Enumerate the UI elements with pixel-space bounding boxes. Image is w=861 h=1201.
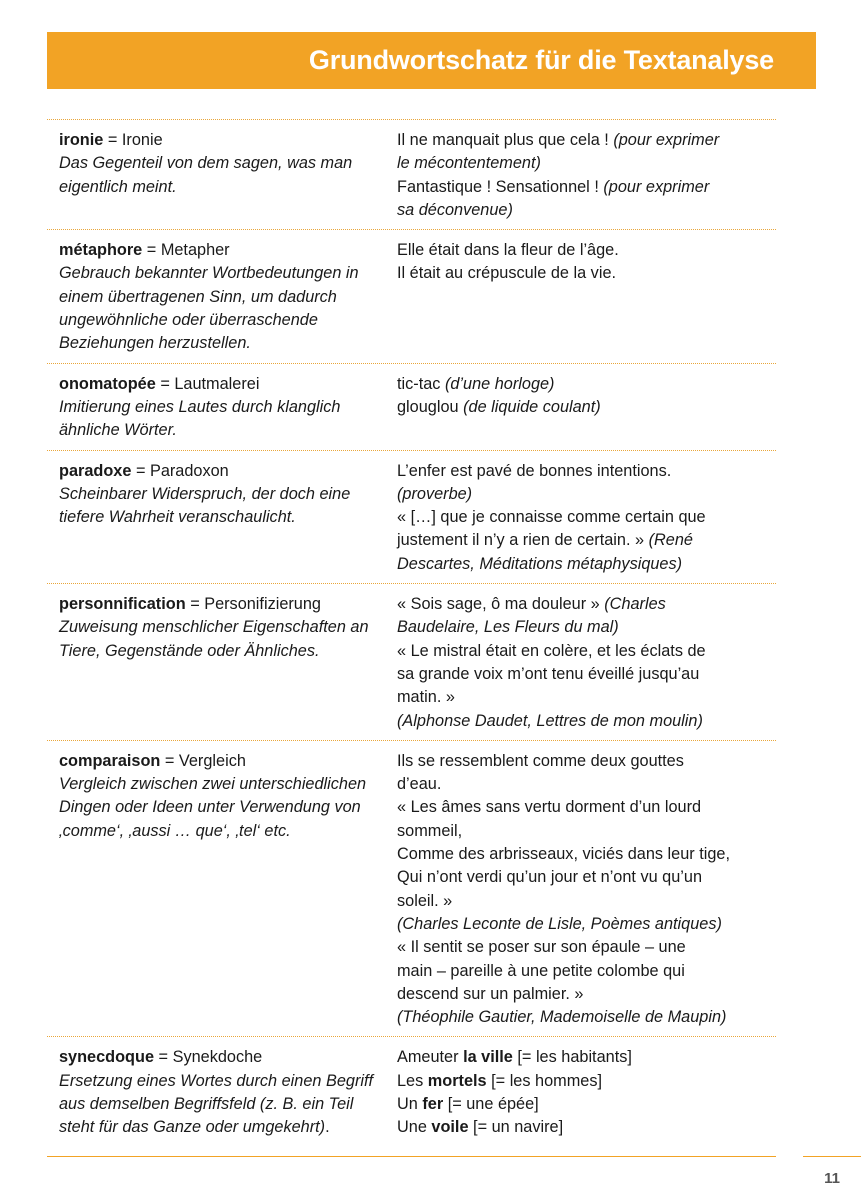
example-line: (Charles Leconte de Lisle, Poèmes antiques) [397,914,722,933]
example-line: Les mortels [= les hommes] [397,1071,602,1090]
definition-line: ungewöhnliche oder überraschende [59,311,318,330]
example-line: « Il sentit se poser sur son épaule – une [397,938,686,957]
term: synecdoque [59,1048,155,1067]
example-line: Ameuter la ville [= les habitants] [397,1048,632,1067]
glossary-table [47,119,776,1147]
example-line: sa déconvenue) [397,200,513,219]
example-column [397,129,776,222]
example-line: « Sois sage, ô ma douleur » (Charles [397,595,666,614]
definition-line: Gebrauch bekannter Wortbedeutungen in [59,264,359,283]
example-line: soleil. » [397,891,453,910]
term-line [59,460,397,483]
example-line: descend sur un palmier. » [397,984,584,1003]
example-line: (Théophile Gautier, Mademoiselle de Maupin) [397,1008,727,1027]
glossary-row-comparaison [47,741,776,1038]
term-translation: = Lautmalerei [160,374,260,393]
example-line: main – pareille à une petite colombe qui [397,961,685,980]
example-line: Une voile [= un navire] [397,1118,564,1137]
glossary-row-personnification [47,584,776,741]
term-line [59,750,397,773]
example-line: Elle était dans la fleur de l’âge. [397,241,619,260]
definition-line: tiefere Wahrheit veranschaulicht. [59,508,296,527]
example-line: justement il n’y a rien de certain. » (René [397,531,693,550]
example-line: « Le mistral était en colère, et les éclats de [397,641,706,660]
glossary-row-paradoxe [47,451,776,584]
definition-line: Vergleich zwischen zwei unterschiedlichen [59,775,367,794]
definition-line: steht für das Ganze oder umgekehrt). [59,1118,330,1137]
example-line: (proverbe) [397,484,473,503]
term: onomatopée [59,374,156,393]
example-line: « […] que je connaisse comme certain que [397,508,706,527]
definition-line: aus demselben Begriffsfeld (z. B. ein Teil [59,1094,354,1113]
example-column [397,239,776,355]
term-line [59,1046,397,1069]
example-line: glouglou (de liquide coulant) [397,397,601,416]
page-title: Grundwortschatz für die Textanalyse [308,45,774,75]
term-translation: = Personifizierung [190,595,321,614]
term-column [47,239,397,355]
example-line: (Alphonse Daudet, Lettres de mon moulin) [397,711,703,730]
definition-line: ‚comme‘, ‚aussi … que‘, ‚tel‘ etc. [59,821,291,840]
definition-line: einem übertragenen Sinn, um dadurch [59,287,337,306]
term: paradoxe [59,461,132,480]
glossary-row-onomatopee [47,364,776,451]
definition-line: eigentlich meint. [59,177,177,196]
example-line: sa grande voix m’ont tenu éveillé jusqu’au [397,664,700,683]
example-column [397,750,776,1030]
definition-line: Tiere, Gegenstände oder Ähnliches. [59,641,320,660]
term: ironie [59,131,104,149]
example-line: sommeil, [397,821,463,840]
term-column [47,750,397,1030]
glossary-row-metaphore [47,230,776,363]
term-column [47,373,397,443]
term: personnification [59,595,186,614]
definition-line: Ersetzung eines Wortes durch einen Begriff [59,1071,374,1090]
definition-line: Zuweisung menschlicher Eigenschaften an [59,618,369,637]
definition-line: ähnliche Wörter. [59,421,177,440]
glossary-row-ironie [47,120,776,230]
page-header-bar [47,32,816,89]
example-line: Comme des arbrisseaux, viciés dans leur tige, [397,845,731,864]
term-translation: = Vergleich [164,751,246,770]
term-line [59,239,397,262]
glossary-row-synecdoque [47,1037,776,1146]
example-column [397,460,776,576]
example-column [397,1046,776,1139]
definition-line: Scheinbarer Widerspruch, der doch eine [59,484,351,503]
term-translation: = Ironie [107,131,163,149]
example-line: Ils se ressemblent comme deux gouttes [397,751,684,770]
example-line: Un fer [= une épée] [397,1094,539,1113]
term-translation: = Metapher [146,241,230,260]
example-line: Qui n’ont verdi qu’un jour et n’ont vu qu’un [397,868,703,887]
example-line: le mécontentement) [397,154,541,173]
example-column [397,373,776,443]
definition-line: Beziehungen herzustellen. [59,334,251,353]
footer-rule [47,1156,776,1157]
example-line: Il était au crépuscule de la vie. [397,264,617,283]
definition-line: Imitierung eines Lautes durch klanglich [59,397,341,416]
example-line: L’enfer est pavé de bonnes intentions. [397,461,672,480]
term-column [47,1046,397,1139]
example-line: tic-tac (d’une horloge) [397,374,555,393]
term: comparaison [59,751,161,770]
term-line [59,129,397,152]
definition-line: Das Gegenteil von dem sagen, was man [59,154,353,173]
term-column [47,593,397,733]
example-line: matin. » [397,688,455,707]
example-line: d’eau. [397,775,442,794]
example-line: Il ne manquait plus que cela ! (pour exprimer [397,131,720,149]
definition-line: Dingen oder Ideen unter Verwendung von [59,798,361,817]
term: métaphore [59,241,143,260]
term-translation: = Synekdoche [158,1048,263,1067]
example-line: Fantastique ! Sensationnel ! (pour exprimer [397,177,710,196]
term-line [59,373,397,396]
term-translation: = Paradoxon [135,461,229,480]
term-line [59,593,397,616]
example-column [397,593,776,733]
term-column [47,129,397,222]
example-line: « Les âmes sans vertu dorment d’un lourd [397,798,702,817]
example-line: Baudelaire, Les Fleurs du mal) [397,618,619,637]
example-line: Descartes, Méditations métaphysiques) [397,554,683,573]
term-column [47,460,397,576]
page-number: 11 [824,1170,840,1187]
